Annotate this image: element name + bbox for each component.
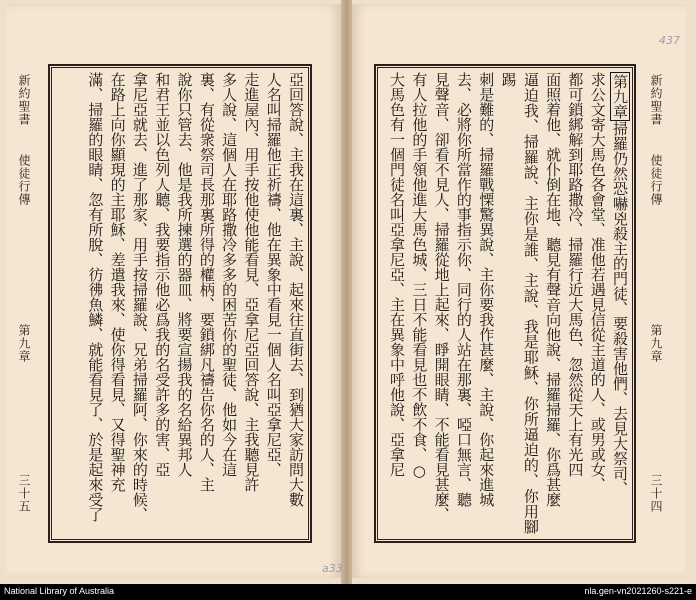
- left-book-title: 新約聖書: [17, 74, 31, 126]
- left-column: 人名叫掃羅他正祈禱、他在異象中看見一個人名叫亞拿尼亞、: [264, 72, 283, 477]
- left-column: 亞回答說、主我在這裏、主說、起來往直街去、到猶大家訪問大數: [287, 72, 305, 507]
- right-column: 都可鎖綁解到耶路撒冷、掃羅行近大馬色、忽然從天上有光四: [566, 72, 585, 477]
- right-column: 刺是難的、掃羅戰慄驚異說、主你要我作甚麼、主說、你起來進城: [477, 72, 496, 507]
- right-column: 見聲音、卻看不見人、掃羅從地上起來、睜開眼睛、不能看見甚麼、: [432, 72, 451, 522]
- right-column: 求公文寄大馬色各會堂、准他若遇見信從主道的人、或男或女、: [588, 72, 607, 492]
- pencil-page-mark: 437: [659, 34, 680, 47]
- right-book-name: 使徒行傳: [649, 154, 663, 206]
- left-text-block: [53, 72, 307, 534]
- right-column: 逼迫我、掃羅說、主你是誰、主說、我是耶穌、你所逼迫的、你用腳踢: [499, 72, 540, 534]
- right-page-number: 三十四: [649, 474, 663, 513]
- left-column: 說你只管去、他是我所揀選的器皿、將要宣揚我的名給異邦人: [175, 72, 194, 477]
- pencil-bottom-mark: a33: [322, 562, 343, 575]
- left-page-number: 三十五: [17, 474, 31, 513]
- book-gutter: [341, 0, 352, 584]
- right-text-block: [379, 72, 631, 534]
- right-text-frame: [374, 64, 636, 543]
- left-column: 和君王並以色列人聽、我要指示他必爲我的名受許多的害、亞: [153, 72, 172, 477]
- left-text-frame: [48, 64, 312, 543]
- right-column: 面照着他、就仆倒在地、聽見有聲音向他說、掃羅掃羅、你爲甚麼: [544, 72, 563, 507]
- right-column-text: 掃羅仍然恐嚇兇殺主的門徒、要殺害他們、去見大祭司、: [611, 121, 629, 496]
- left-book-name: 使徒行傳: [17, 154, 31, 206]
- right-chapter-label: 第九章: [649, 324, 663, 363]
- footer-bar: [0, 584, 696, 600]
- left-column: 滿、掃羅的眼睛、忽有所脫、彷彿魚鱗、就能看見了、於是起來受了: [86, 72, 105, 522]
- right-column: 有人拉他的手領他進大馬色城、三日不能看見也不飲不食、○: [410, 72, 429, 480]
- right-book-title: 新約聖書: [649, 74, 663, 126]
- left-column: 走進屋內、用手按他使他能看見、亞拿尼亞回答說、主我聽見許: [242, 72, 261, 492]
- right-page: [352, 4, 686, 578]
- right-column-first: [609, 72, 631, 534]
- footer-source: National Library of Australia: [4, 586, 115, 596]
- left-page: [6, 4, 341, 578]
- left-column: 多人說、這個人在耶路撒冷多多的困苦你的聖徒、他如今在這: [220, 72, 239, 477]
- left-column: 裏、有從衆祭司長那裏所得的權柄、要鎖綁凡禱告你名的人、主: [197, 72, 216, 492]
- left-chapter-label: 第九章: [17, 324, 31, 363]
- right-column: 大馬色有一個門徒名叫亞拿尼亞、主在異象中呼他說、亞拿尼: [388, 72, 407, 477]
- left-column: 在路上向你顯現的主耶穌、差遣我來、使你得看見、又得聖神充: [108, 72, 127, 492]
- left-column: 拿尼亞就去、進了那家、用手按掃羅說、兄弟掃羅阿、你來的時候、: [130, 72, 149, 522]
- footer-identifier: nla.gen-vn2021260-s221-e: [584, 586, 692, 596]
- right-column: 去、必將你所當作的事指示你、同行的人站在那裏、啞口無言、聽: [454, 72, 473, 507]
- chapter-heading: 第九章: [611, 74, 629, 119]
